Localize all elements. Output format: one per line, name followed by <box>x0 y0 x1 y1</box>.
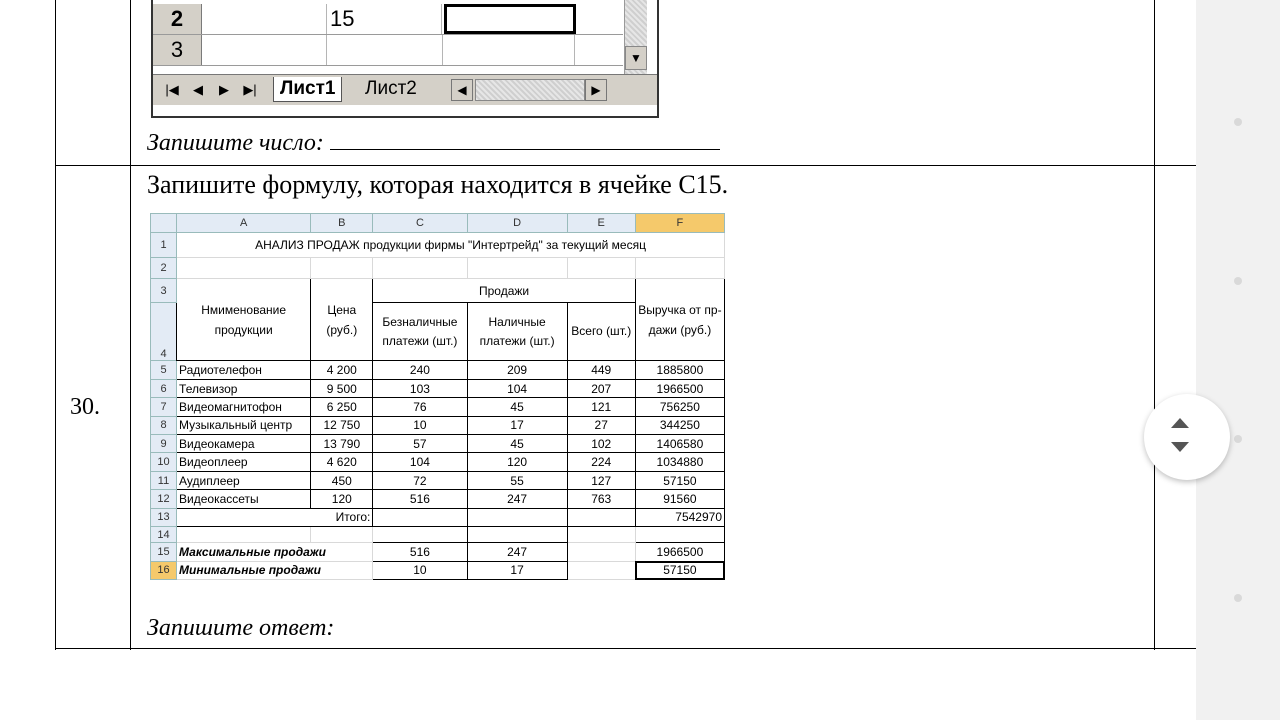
row-header[interactable]: 15 <box>151 543 177 561</box>
answer-blank[interactable] <box>330 131 720 150</box>
product-price: 13 790 <box>311 435 373 453</box>
cashless-count: 104 <box>373 453 467 471</box>
empty-cell <box>311 257 373 278</box>
header-revenue: Выручка от прдажи (руб.) <box>635 278 724 361</box>
total-count: 102 <box>567 435 635 453</box>
product-name: Аудиплеер <box>177 471 311 489</box>
column-header[interactable]: D <box>467 214 567 233</box>
header-name: Нмименование продукции <box>177 278 311 361</box>
revenue-value: 91560 <box>635 490 724 508</box>
column-header[interactable]: B <box>311 214 373 233</box>
table-row <box>151 471 725 489</box>
total-count: 127 <box>567 471 635 489</box>
cash-count: 247 <box>467 490 567 508</box>
total-count: 121 <box>567 398 635 416</box>
scroll-left-icon[interactable]: ◀ <box>451 79 473 101</box>
cash-count: 104 <box>467 379 567 397</box>
answer-prompt-2: Запишите ответ: <box>147 615 335 641</box>
product-name: Радиотелефон <box>177 361 311 379</box>
total-count: 224 <box>567 453 635 471</box>
table-divider-1 <box>130 0 131 650</box>
header-total: Всего (шт.) <box>567 303 635 361</box>
product-name: Видеокамера <box>177 435 311 453</box>
product-name: Видеокассеты <box>177 490 311 508</box>
total-label: Итого: <box>177 508 373 526</box>
cell-b2: 15 <box>326 4 442 34</box>
column-header[interactable]: E <box>567 214 635 233</box>
row-header[interactable]: 10 <box>151 453 177 471</box>
answer-prompt-number <box>147 130 720 157</box>
page-dot-icon[interactable] <box>1234 118 1242 126</box>
total-value: 7542970 <box>635 508 724 526</box>
cell-a2 <box>201 4 327 34</box>
header-cashless: Безналичные платежи (шт.) <box>373 303 467 361</box>
spreadsheet-row <box>153 35 623 66</box>
scroll-right-icon[interactable]: ▶ <box>585 79 607 101</box>
revenue-value: 1885800 <box>635 361 724 379</box>
cashless-count: 10 <box>373 416 467 434</box>
product-name: Телевизор <box>177 379 311 397</box>
side-panel <box>1196 0 1280 720</box>
cell-c3 <box>442 35 575 65</box>
table-bottom-border <box>55 648 1196 649</box>
product-price: 9 500 <box>311 379 373 397</box>
min-cashless[interactable]: 10 <box>373 561 467 579</box>
product-price: 6 250 <box>311 398 373 416</box>
product-name: Музыкальный центр <box>177 416 311 434</box>
product-name: Видеоплеер <box>177 453 311 471</box>
row-header[interactable]: 2 <box>151 257 177 278</box>
cell-a3 <box>201 35 327 65</box>
total-count: 449 <box>567 361 635 379</box>
header-price: Цена (руб.) <box>311 278 373 361</box>
question-text: Запишите формулу, которая находится в ячейке С15. <box>147 170 729 199</box>
header-sales: Продажи <box>373 278 635 303</box>
table-row <box>151 398 725 416</box>
table-row <box>151 453 725 471</box>
cell-c2-selected[interactable] <box>444 4 576 34</box>
tab-sheet1[interactable]: Лист1 <box>273 77 342 102</box>
max-revenue[interactable]: 1966500 <box>635 543 724 561</box>
row-number: 3 <box>153 35 202 65</box>
row-header[interactable]: 8 <box>151 416 177 434</box>
revenue-value: 1406580 <box>635 435 724 453</box>
empty-cell <box>373 257 467 278</box>
total-count: 763 <box>567 490 635 508</box>
max-cashless[interactable]: 516 <box>373 543 467 561</box>
table-row <box>151 379 725 397</box>
column-header-selected[interactable]: F <box>635 214 724 233</box>
row-header[interactable]: 3 <box>151 278 177 303</box>
product-price: 450 <box>311 471 373 489</box>
empty-cell <box>373 527 467 543</box>
revenue-value: 1034880 <box>635 453 724 471</box>
spreadsheet-row <box>153 4 623 35</box>
product-price: 4 200 <box>311 361 373 379</box>
empty-cell <box>635 527 724 543</box>
empty-cell <box>467 508 567 526</box>
row-header[interactable]: 1 <box>151 233 177 258</box>
empty-cell <box>373 508 467 526</box>
table-divider-2 <box>1154 0 1155 650</box>
row-separator <box>55 165 1196 166</box>
page-dot-icon[interactable] <box>1234 277 1242 285</box>
max-label: Максимальные продажи <box>177 543 373 561</box>
sheet-tabs-bar <box>153 74 657 105</box>
arrow-up-icon[interactable] <box>1171 418 1189 428</box>
cashless-count: 57 <box>373 435 467 453</box>
row-header[interactable]: 13 <box>151 508 177 526</box>
cash-count: 17 <box>467 416 567 434</box>
row-header-selected[interactable]: 16 <box>151 561 177 579</box>
first-sheet-icon[interactable]: |◀ <box>165 82 179 97</box>
page-dot-icon[interactable] <box>1234 435 1242 443</box>
cash-count: 45 <box>467 398 567 416</box>
revenue-value: 1966500 <box>635 379 724 397</box>
column-header[interactable]: C <box>373 214 467 233</box>
row-header[interactable]: 4 <box>151 303 177 361</box>
total-count: 207 <box>567 379 635 397</box>
row-header[interactable]: 6 <box>151 379 177 397</box>
product-price: 12 750 <box>311 416 373 434</box>
row-header[interactable]: 7 <box>151 398 177 416</box>
row-number: 2 <box>153 4 202 34</box>
table-row <box>151 435 725 453</box>
table-row <box>151 361 725 379</box>
sales-spreadsheet <box>150 213 725 580</box>
empty-cell <box>567 527 635 543</box>
page-dot-icon[interactable] <box>1234 594 1242 602</box>
sheet-title: АНАЛИЗ ПРОДАЖ продукции фирмы "Интертрейд" за текущий месяц <box>177 233 725 258</box>
empty-cell <box>467 527 567 543</box>
select-all-corner[interactable] <box>151 214 177 233</box>
arrow-down-icon[interactable] <box>1171 442 1189 452</box>
scroll-down-icon[interactable]: ▼ <box>625 46 647 70</box>
total-count: 27 <box>567 416 635 434</box>
revenue-value: 344250 <box>635 416 724 434</box>
last-sheet-icon[interactable]: ▶| <box>243 82 257 97</box>
revenue-value: 57150 <box>635 471 724 489</box>
revenue-value: 756250 <box>635 398 724 416</box>
row-header[interactable]: 12 <box>151 490 177 508</box>
question-number: 30. <box>70 394 100 420</box>
product-name: Видеомагнитофон <box>177 398 311 416</box>
prev-sheet-icon[interactable]: ◀ <box>193 82 203 97</box>
scroll-navigation-button[interactable] <box>1144 394 1230 480</box>
min-revenue-selected-cell[interactable]: 57150 <box>635 561 724 579</box>
row-header[interactable]: 11 <box>151 471 177 489</box>
empty-cell <box>177 257 311 278</box>
empty-cell <box>635 257 724 278</box>
cell-b3 <box>326 35 443 65</box>
product-price: 120 <box>311 490 373 508</box>
table-row <box>151 490 725 508</box>
row-header[interactable]: 14 <box>151 527 177 543</box>
column-header[interactable]: A <box>177 214 311 233</box>
cashless-count: 240 <box>373 361 467 379</box>
row-header[interactable]: 5 <box>151 361 177 379</box>
empty-cell <box>567 257 635 278</box>
empty-cell <box>567 561 635 579</box>
empty-cell <box>177 527 311 543</box>
horizontal-scrollbar[interactable] <box>475 79 585 101</box>
cashless-count: 516 <box>373 490 467 508</box>
row-header[interactable]: 9 <box>151 435 177 453</box>
cashless-count: 76 <box>373 398 467 416</box>
empty-cell <box>567 508 635 526</box>
cash-count: 45 <box>467 435 567 453</box>
cash-count: 209 <box>467 361 567 379</box>
table-row <box>151 416 725 434</box>
header-cash: Наличные платежи (шт.) <box>467 303 567 361</box>
tab-sheet2[interactable]: Лист2 <box>365 78 417 99</box>
answer-prompt-label: Запишите число: <box>147 130 324 156</box>
cashless-count: 72 <box>373 471 467 489</box>
product-price: 4 620 <box>311 453 373 471</box>
cashless-count: 103 <box>373 379 467 397</box>
min-cash[interactable]: 17 <box>467 561 567 579</box>
empty-cell <box>467 257 567 278</box>
empty-cell <box>567 543 635 561</box>
spreadsheet-snippet <box>151 0 659 118</box>
next-sheet-icon[interactable]: ▶ <box>219 82 229 97</box>
max-cash[interactable]: 247 <box>467 543 567 561</box>
cash-count: 120 <box>467 453 567 471</box>
min-label: Минимальные продажи <box>177 561 373 579</box>
cash-count: 55 <box>467 471 567 489</box>
empty-cell <box>311 527 373 543</box>
